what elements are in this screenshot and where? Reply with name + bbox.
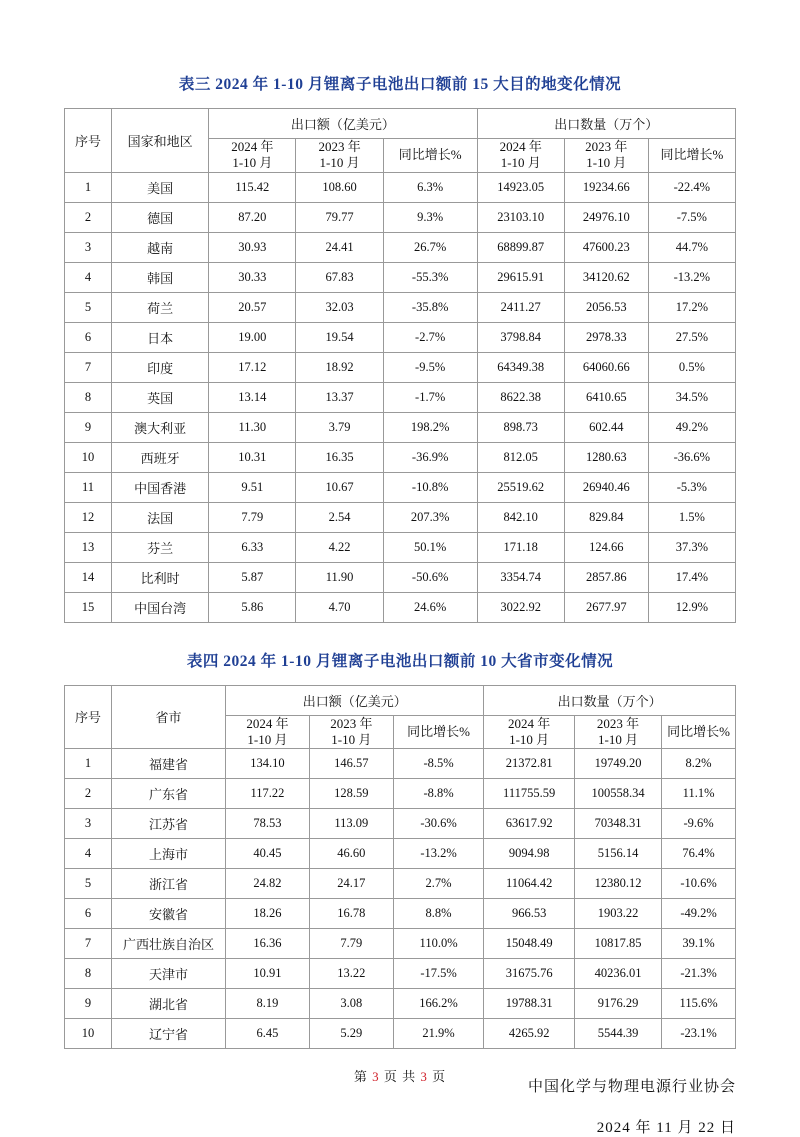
cell-index: 12 [65, 502, 112, 532]
cell-amount-2024: 40.45 [226, 839, 310, 869]
cell-growth-amount: 198.2% [383, 412, 477, 442]
header-qty-2024-line2: 1-10 月 [509, 731, 550, 747]
cell-qty-2024: 842.10 [477, 502, 564, 532]
header-region: 国家和地区 [111, 109, 208, 173]
table-row [65, 989, 736, 1019]
cell-qty-2023: 6410.65 [564, 382, 648, 412]
cell-growth-quantity: -22.4% [648, 172, 735, 202]
cell-growth-quantity: 34.5% [648, 382, 735, 412]
cell-growth-quantity: 27.5% [648, 322, 735, 352]
header-index: 序号 [65, 685, 112, 749]
table-row [65, 442, 736, 472]
cell-growth-quantity: 76.4% [662, 839, 736, 869]
header-group-amount: 出口额（亿美元） [209, 109, 477, 139]
cell-region: 辽宁省 [111, 1019, 225, 1049]
cell-amount-2023: 113.09 [309, 809, 393, 839]
header-amount-2023-line2: 1-10 月 [319, 155, 360, 171]
cell-qty-2024: 19788.31 [484, 989, 575, 1019]
cell-index: 2 [65, 202, 112, 232]
cell-qty-2023: 70348.31 [574, 809, 661, 839]
header-amount-2024-line2: 1-10 月 [232, 155, 273, 171]
table-row [65, 562, 736, 592]
cell-amount-2023: 79.77 [296, 202, 383, 232]
cell-amount-2023: 10.67 [296, 472, 383, 502]
table-three [64, 108, 736, 623]
page-number-suffix: 页 [432, 1069, 447, 1084]
cell-region: 法国 [111, 502, 208, 532]
cell-region: 广东省 [111, 779, 225, 809]
cell-amount-2023: 128.59 [309, 779, 393, 809]
header-amount-2024-line1: 2024 年 [246, 715, 289, 731]
cell-growth-quantity: -49.2% [662, 899, 736, 929]
cell-qty-2024: 9094.98 [484, 839, 575, 869]
cell-index: 4 [65, 839, 112, 869]
cell-amount-2024: 7.79 [209, 502, 296, 532]
cell-index: 7 [65, 352, 112, 382]
cell-qty-2024: 29615.91 [477, 262, 564, 292]
header-amount-2023-line2: 1-10 月 [331, 731, 372, 747]
cell-qty-2024: 68899.87 [477, 232, 564, 262]
cell-amount-2024: 9.51 [209, 472, 296, 502]
footer-date: 2024 年 11 月 22 日 [596, 1120, 736, 1136]
cell-growth-quantity: -21.3% [662, 959, 736, 989]
cell-amount-2024: 18.26 [226, 899, 310, 929]
cell-amount-2024: 19.00 [209, 322, 296, 352]
cell-amount-2024: 24.82 [226, 869, 310, 899]
cell-qty-2024: 63617.92 [484, 809, 575, 839]
page-number-current: 3 [372, 1069, 380, 1084]
header-amount-2023 [296, 139, 383, 173]
cell-growth-amount: 6.3% [383, 172, 477, 202]
page-number [0, 1066, 800, 1085]
cell-qty-2023: 9176.29 [574, 989, 661, 1019]
cell-amount-2023: 13.37 [296, 382, 383, 412]
header-qty-2023-line1: 2023 年 [585, 139, 628, 154]
cell-qty-2024: 23103.10 [477, 202, 564, 232]
cell-growth-quantity: 11.1% [662, 779, 736, 809]
cell-growth-quantity: 49.2% [648, 412, 735, 442]
table-row [65, 809, 736, 839]
page-number-total: 3 [420, 1069, 428, 1084]
cell-region: 福建省 [111, 749, 225, 779]
cell-growth-amount: -13.2% [393, 839, 484, 869]
cell-amount-2023: 16.35 [296, 442, 383, 472]
cell-qty-2024: 3354.74 [477, 562, 564, 592]
cell-qty-2023: 26940.46 [564, 472, 648, 502]
cell-growth-quantity: -9.6% [662, 809, 736, 839]
cell-growth-quantity: 17.2% [648, 292, 735, 322]
cell-qty-2023: 5156.14 [574, 839, 661, 869]
cell-qty-2024: 11064.42 [484, 869, 575, 899]
cell-index: 3 [65, 809, 112, 839]
table-row [65, 532, 736, 562]
cell-qty-2024: 31675.76 [484, 959, 575, 989]
cell-qty-2024: 4265.92 [484, 1019, 575, 1049]
cell-qty-2024: 111755.59 [484, 779, 575, 809]
header-amount-2023-line1: 2023 年 [330, 715, 373, 731]
cell-region: 荷兰 [111, 292, 208, 322]
cell-growth-amount: -8.5% [393, 749, 484, 779]
cell-amount-2023: 16.78 [309, 899, 393, 929]
cell-qty-2024: 21372.81 [484, 749, 575, 779]
cell-qty-2023: 2677.97 [564, 592, 648, 622]
header-group-quantity: 出口数量（万个） [484, 685, 736, 715]
table-row [65, 779, 736, 809]
cell-qty-2023: 40236.01 [574, 959, 661, 989]
header-group-amount: 出口额（亿美元） [226, 685, 484, 715]
cell-growth-amount: -55.3% [383, 262, 477, 292]
cell-index: 8 [65, 959, 112, 989]
cell-region: 美国 [111, 172, 208, 202]
cell-qty-2024: 2411.27 [477, 292, 564, 322]
cell-amount-2024: 6.33 [209, 532, 296, 562]
cell-qty-2023: 2978.33 [564, 322, 648, 352]
cell-index: 3 [65, 232, 112, 262]
table-row [65, 352, 736, 382]
cell-amount-2024: 134.10 [226, 749, 310, 779]
header-amount-2024-line1: 2024 年 [231, 139, 274, 154]
cell-growth-amount: 24.6% [383, 592, 477, 622]
cell-growth-amount: 8.8% [393, 899, 484, 929]
cell-qty-2023: 19234.66 [564, 172, 648, 202]
header-amount-2024 [209, 139, 296, 173]
cell-amount-2024: 13.14 [209, 382, 296, 412]
cell-region: 天津市 [111, 959, 225, 989]
cell-amount-2023: 19.54 [296, 322, 383, 352]
table-row [65, 959, 736, 989]
header-growth-quantity: 同比增长% [662, 715, 736, 749]
table-row [65, 749, 736, 779]
cell-amount-2023: 2.54 [296, 502, 383, 532]
cell-growth-quantity: 12.9% [648, 592, 735, 622]
cell-qty-2023: 24976.10 [564, 202, 648, 232]
cell-qty-2023: 12380.12 [574, 869, 661, 899]
cell-index: 10 [65, 1019, 112, 1049]
cell-amount-2023: 7.79 [309, 929, 393, 959]
cell-amount-2024: 117.22 [226, 779, 310, 809]
cell-amount-2023: 146.57 [309, 749, 393, 779]
table-row [65, 292, 736, 322]
header-qty-2023-line2: 1-10 月 [598, 731, 639, 747]
header-qty-2023 [574, 715, 661, 749]
header-amount-2023-line1: 2023 年 [318, 139, 361, 154]
cell-index: 13 [65, 532, 112, 562]
cell-growth-quantity: -5.3% [648, 472, 735, 502]
cell-qty-2023: 829.84 [564, 502, 648, 532]
cell-growth-quantity: 0.5% [648, 352, 735, 382]
page-number-middle: 页 共 [383, 1069, 417, 1084]
cell-amount-2023: 24.17 [309, 869, 393, 899]
cell-growth-quantity: -13.2% [648, 262, 735, 292]
cell-region: 中国台湾 [111, 592, 208, 622]
table-row [65, 262, 736, 292]
table-four [64, 685, 736, 1050]
header-group-quantity: 出口数量（万个） [477, 109, 735, 139]
cell-growth-amount: 110.0% [393, 929, 484, 959]
cell-growth-amount: 26.7% [383, 232, 477, 262]
cell-amount-2023: 46.60 [309, 839, 393, 869]
cell-growth-amount: -2.7% [383, 322, 477, 352]
cell-growth-amount: 9.3% [383, 202, 477, 232]
cell-region: 湖北省 [111, 989, 225, 1019]
cell-amount-2024: 10.91 [226, 959, 310, 989]
cell-qty-2023: 47600.23 [564, 232, 648, 262]
header-amount-2024-line2: 1-10 月 [247, 731, 288, 747]
cell-growth-amount: 50.1% [383, 532, 477, 562]
cell-index: 1 [65, 749, 112, 779]
cell-amount-2023: 5.29 [309, 1019, 393, 1049]
table-row [65, 899, 736, 929]
cell-growth-quantity: 17.4% [648, 562, 735, 592]
table-row [65, 869, 736, 899]
cell-qty-2024: 25519.62 [477, 472, 564, 502]
table-header-group-row [65, 685, 736, 715]
cell-growth-quantity: -10.6% [662, 869, 736, 899]
cell-amount-2024: 17.12 [209, 352, 296, 382]
table-row [65, 502, 736, 532]
cell-index: 15 [65, 592, 112, 622]
cell-qty-2024: 8622.38 [477, 382, 564, 412]
table-row [65, 382, 736, 412]
cell-region: 江苏省 [111, 809, 225, 839]
cell-index: 9 [65, 412, 112, 442]
cell-amount-2023: 67.83 [296, 262, 383, 292]
cell-qty-2024: 966.53 [484, 899, 575, 929]
cell-index: 8 [65, 382, 112, 412]
cell-growth-amount: -8.8% [393, 779, 484, 809]
cell-growth-amount: 21.9% [393, 1019, 484, 1049]
header-qty-2024-line1: 2024 年 [508, 715, 551, 731]
table-row [65, 839, 736, 869]
cell-qty-2023: 64060.66 [564, 352, 648, 382]
cell-growth-amount: 207.3% [383, 502, 477, 532]
cell-qty-2024: 3022.92 [477, 592, 564, 622]
table-three-head [65, 109, 736, 173]
cell-region: 浙江省 [111, 869, 225, 899]
cell-index: 10 [65, 442, 112, 472]
cell-region: 中国香港 [111, 472, 208, 502]
cell-qty-2024: 898.73 [477, 412, 564, 442]
cell-index: 7 [65, 929, 112, 959]
cell-amount-2023: 13.22 [309, 959, 393, 989]
table-row [65, 472, 736, 502]
cell-growth-amount: -30.6% [393, 809, 484, 839]
cell-growth-amount: 166.2% [393, 989, 484, 1019]
cell-growth-quantity: 39.1% [662, 929, 736, 959]
table-three-title: 表三 2024 年 1-10 月锂离子电池出口额前 15 大目的地变化情况 [178, 76, 622, 93]
header-qty-2024 [477, 139, 564, 173]
table-row [65, 202, 736, 232]
cell-index: 2 [65, 779, 112, 809]
cell-index: 6 [65, 322, 112, 352]
cell-index: 9 [65, 989, 112, 1019]
cell-growth-quantity: 8.2% [662, 749, 736, 779]
cell-amount-2023: 11.90 [296, 562, 383, 592]
cell-region: 芬兰 [111, 532, 208, 562]
cell-region: 安徽省 [111, 899, 225, 929]
header-qty-2024-line2: 1-10 月 [500, 155, 541, 171]
cell-index: 14 [65, 562, 112, 592]
cell-qty-2024: 14923.05 [477, 172, 564, 202]
cell-amount-2023: 3.08 [309, 989, 393, 1019]
footer-organization: 中国化学与物理电源行业协会 [527, 1079, 736, 1095]
cell-amount-2024: 6.45 [226, 1019, 310, 1049]
table-row [65, 592, 736, 622]
cell-qty-2024: 171.18 [477, 532, 564, 562]
table-row [65, 232, 736, 262]
cell-qty-2023: 1903.22 [574, 899, 661, 929]
cell-region: 英国 [111, 382, 208, 412]
cell-region: 越南 [111, 232, 208, 262]
cell-amount-2023: 4.22 [296, 532, 383, 562]
table-row [65, 172, 736, 202]
header-qty-2023-line2: 1-10 月 [586, 155, 627, 171]
cell-qty-2023: 602.44 [564, 412, 648, 442]
cell-amount-2023: 32.03 [296, 292, 383, 322]
cell-index: 5 [65, 869, 112, 899]
header-qty-2023 [564, 139, 648, 173]
cell-amount-2024: 8.19 [226, 989, 310, 1019]
cell-amount-2024: 87.20 [209, 202, 296, 232]
cell-amount-2023: 3.79 [296, 412, 383, 442]
cell-amount-2023: 18.92 [296, 352, 383, 382]
cell-growth-quantity: 1.5% [648, 502, 735, 532]
cell-region: 韩国 [111, 262, 208, 292]
cell-qty-2023: 19749.20 [574, 749, 661, 779]
cell-qty-2024: 64349.38 [477, 352, 564, 382]
cell-qty-2023: 2056.53 [564, 292, 648, 322]
header-growth-amount: 同比增长% [383, 139, 477, 173]
cell-region: 西班牙 [111, 442, 208, 472]
cell-amount-2023: 4.70 [296, 592, 383, 622]
cell-amount-2024: 20.57 [209, 292, 296, 322]
cell-growth-amount: 2.7% [393, 869, 484, 899]
cell-amount-2024: 30.33 [209, 262, 296, 292]
table-four-title: 表四 2024 年 1-10 月锂离子电池出口额前 10 大省市变化情况 [186, 652, 614, 670]
cell-region: 日本 [111, 322, 208, 352]
cell-qty-2024: 3798.84 [477, 322, 564, 352]
header-qty-2024-line1: 2024 年 [499, 139, 542, 154]
cell-index: 5 [65, 292, 112, 322]
table-four-head [65, 685, 736, 749]
cell-amount-2024: 115.42 [209, 172, 296, 202]
table-header-group-row [65, 109, 736, 139]
cell-qty-2023: 124.66 [564, 532, 648, 562]
cell-growth-amount: -35.8% [383, 292, 477, 322]
cell-growth-quantity: 37.3% [648, 532, 735, 562]
header-region: 省市 [111, 685, 225, 749]
cell-region: 印度 [111, 352, 208, 382]
header-growth-quantity: 同比增长% [648, 139, 735, 173]
cell-growth-amount: -36.9% [383, 442, 477, 472]
cell-qty-2023: 100558.34 [574, 779, 661, 809]
cell-index: 6 [65, 899, 112, 929]
cell-region: 德国 [111, 202, 208, 232]
table-row [65, 929, 736, 959]
cell-region: 广西壮族自治区 [111, 929, 225, 959]
header-qty-2024 [484, 715, 575, 749]
table-three-body [65, 172, 736, 622]
cell-amount-2024: 10.31 [209, 442, 296, 472]
table-row [65, 1019, 736, 1049]
page-number-prefix: 第 [353, 1069, 368, 1084]
cell-region: 比利时 [111, 562, 208, 592]
cell-region: 上海市 [111, 839, 225, 869]
cell-amount-2024: 16.36 [226, 929, 310, 959]
cell-growth-quantity: -7.5% [648, 202, 735, 232]
cell-growth-quantity: -23.1% [662, 1019, 736, 1049]
cell-growth-amount: -50.6% [383, 562, 477, 592]
cell-qty-2023: 34120.62 [564, 262, 648, 292]
cell-index: 1 [65, 172, 112, 202]
cell-growth-quantity: 44.7% [648, 232, 735, 262]
cell-growth-amount: -1.7% [383, 382, 477, 412]
cell-qty-2024: 812.05 [477, 442, 564, 472]
cell-growth-amount: -17.5% [393, 959, 484, 989]
cell-amount-2024: 5.86 [209, 592, 296, 622]
cell-growth-quantity: 115.6% [662, 989, 736, 1019]
table-row [65, 412, 736, 442]
table-row [65, 322, 736, 352]
header-growth-amount: 同比增长% [393, 715, 484, 749]
header-qty-2023-line1: 2023 年 [596, 715, 640, 731]
cell-amount-2024: 78.53 [226, 809, 310, 839]
cell-region: 澳大利亚 [111, 412, 208, 442]
header-amount-2023 [309, 715, 393, 749]
cell-amount-2024: 11.30 [209, 412, 296, 442]
table-four-body [65, 749, 736, 1049]
cell-index: 4 [65, 262, 112, 292]
cell-growth-amount: -9.5% [383, 352, 477, 382]
cell-qty-2023: 5544.39 [574, 1019, 661, 1049]
cell-amount-2023: 108.60 [296, 172, 383, 202]
cell-qty-2024: 15048.49 [484, 929, 575, 959]
cell-amount-2024: 30.93 [209, 232, 296, 262]
cell-index: 11 [65, 472, 112, 502]
header-index: 序号 [65, 109, 112, 173]
cell-qty-2023: 1280.63 [564, 442, 648, 472]
cell-growth-amount: -10.8% [383, 472, 477, 502]
cell-qty-2023: 10817.85 [574, 929, 661, 959]
header-amount-2024 [226, 715, 310, 749]
cell-amount-2024: 5.87 [209, 562, 296, 592]
cell-growth-quantity: -36.6% [648, 442, 735, 472]
cell-qty-2023: 2857.86 [564, 562, 648, 592]
cell-amount-2023: 24.41 [296, 232, 383, 262]
